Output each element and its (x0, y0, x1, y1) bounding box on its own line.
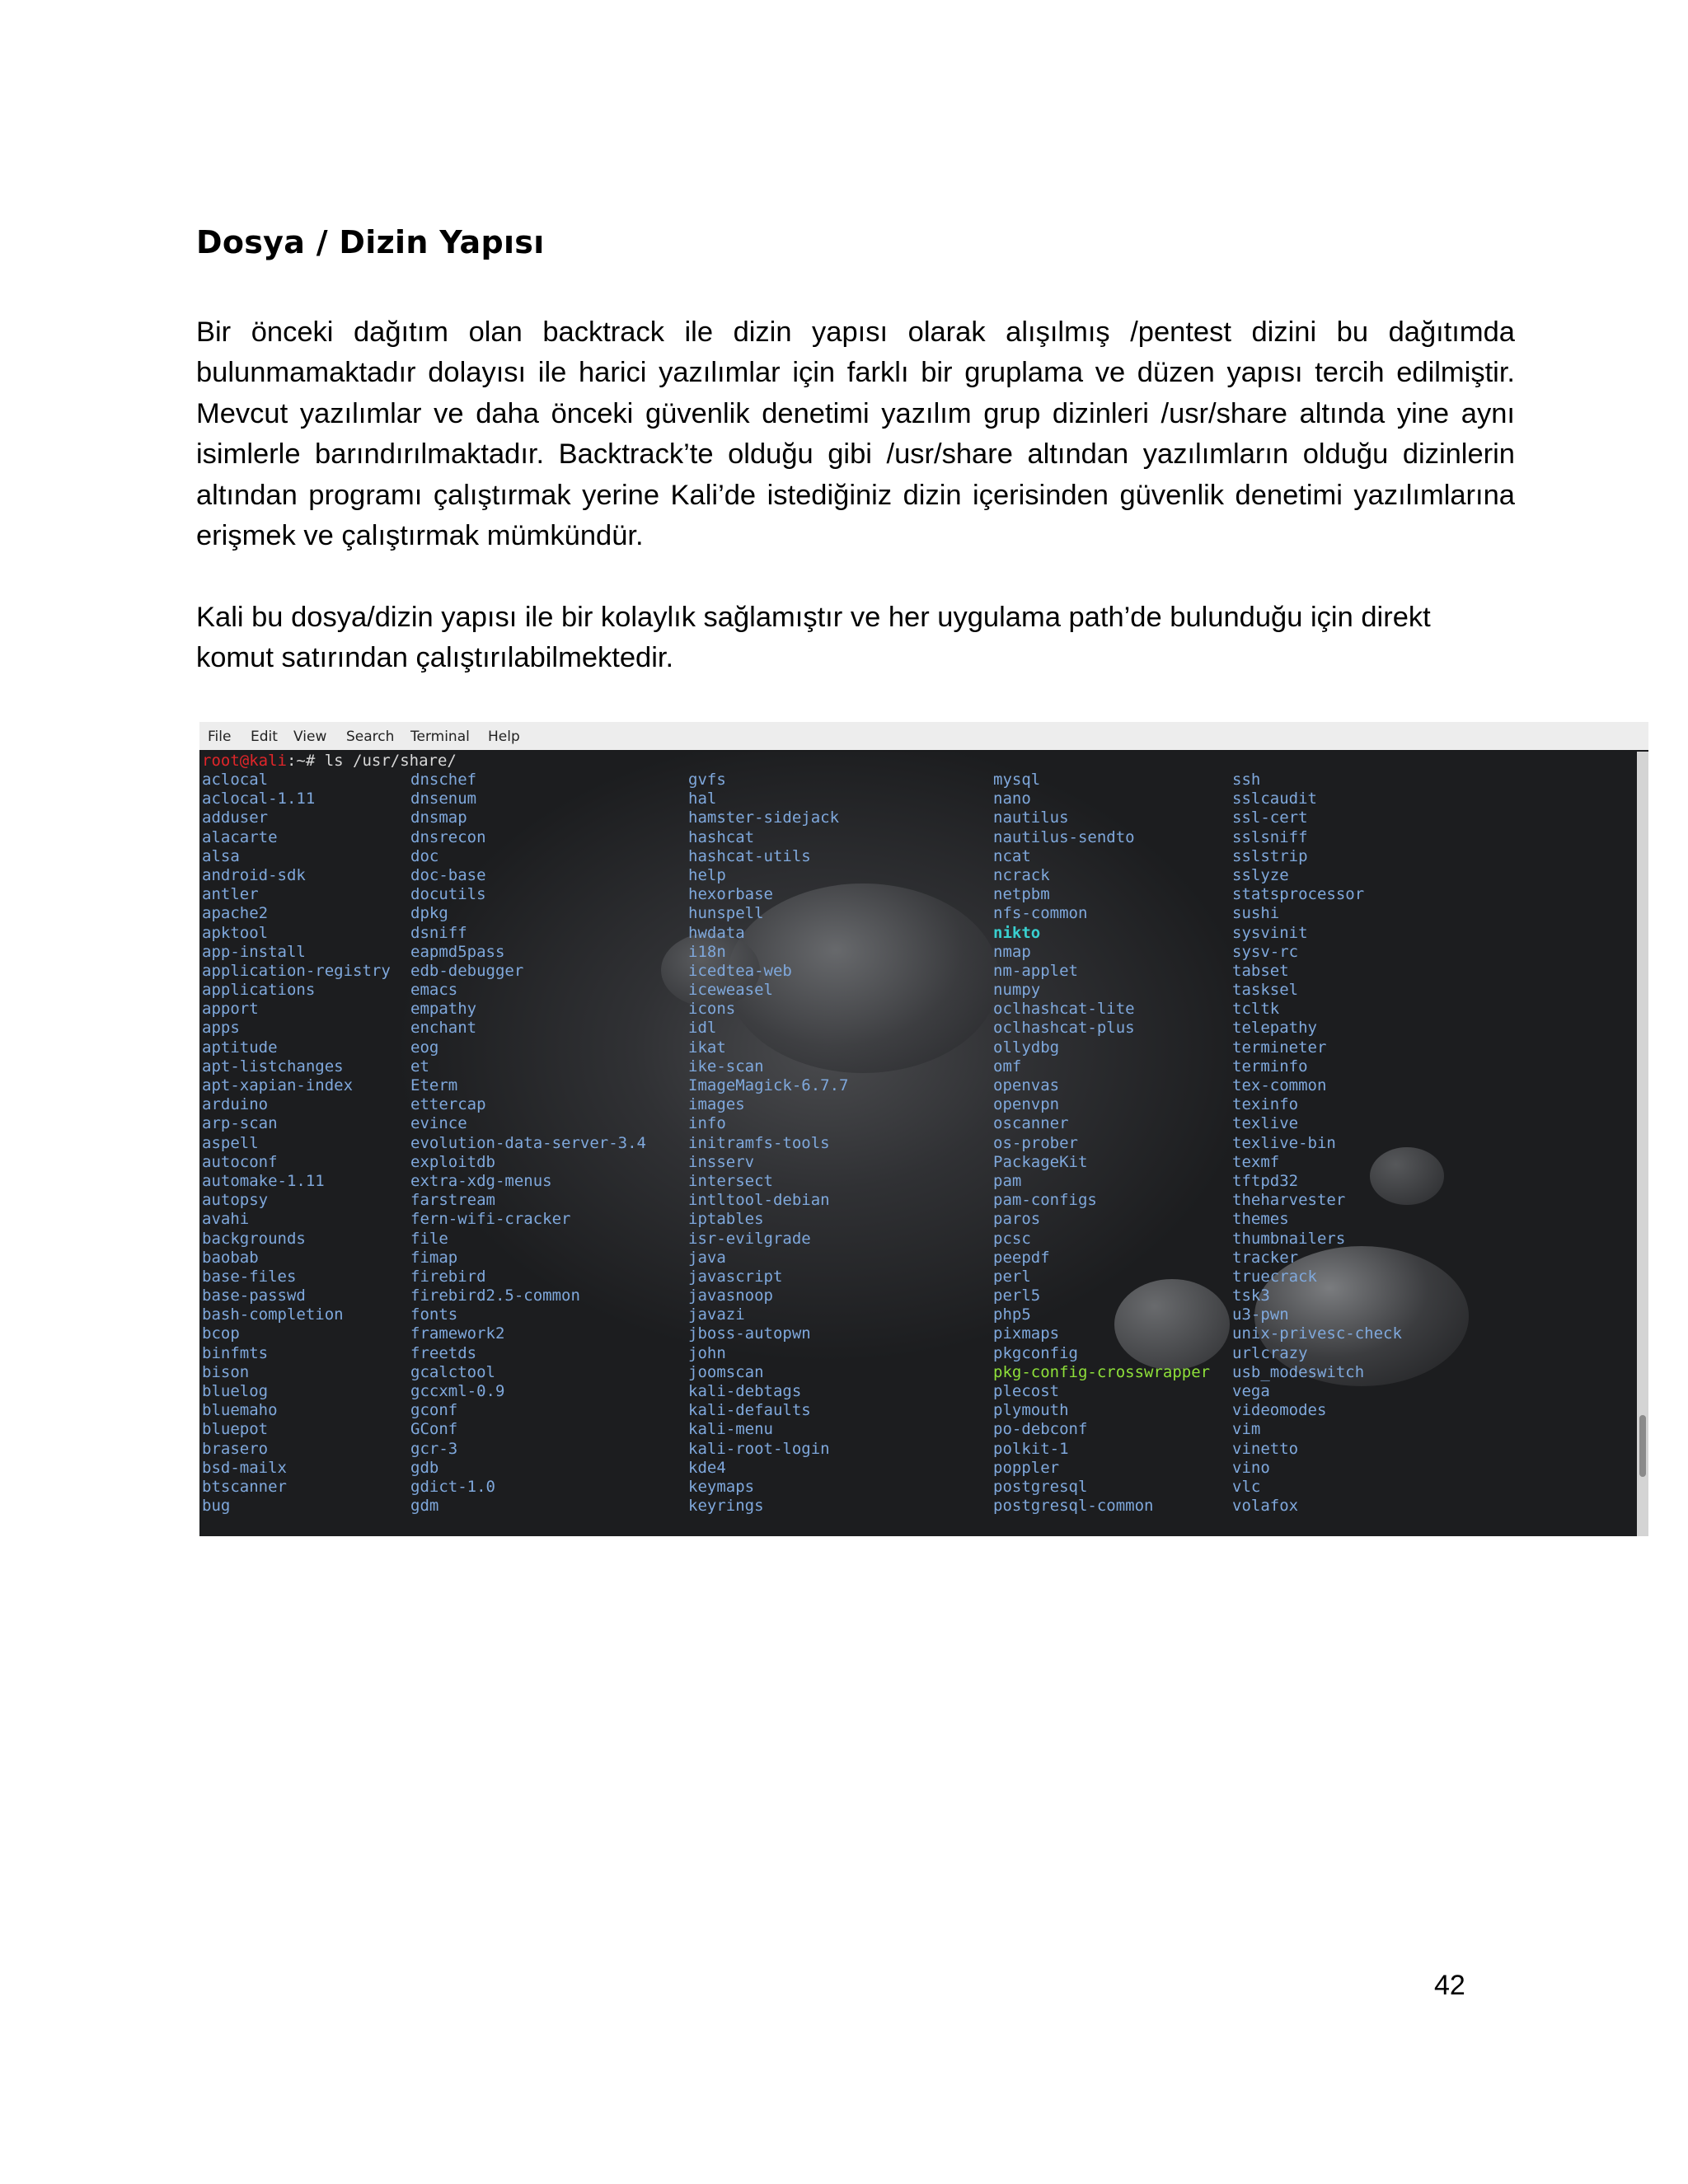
directory-entry: Eterm (410, 1076, 458, 1094)
directory-entry: icons (688, 1000, 736, 1019)
directory-entry: aspell (202, 1133, 259, 1152)
directory-entry: bug (202, 1497, 231, 1516)
directory-entry: intersect (688, 1171, 773, 1190)
directory-entry: empathy (410, 1000, 477, 1019)
directory-entry: ike-scan (688, 1057, 764, 1076)
directory-entry: ncat (993, 846, 1031, 865)
directory-entry: texinfo (1232, 1095, 1299, 1114)
directory-entry: ncrack (993, 865, 1050, 884)
directory-entry: sslcaudit (1232, 790, 1317, 808)
directory-entry: kde4 (688, 1458, 726, 1477)
directory-entry: tcltk (1232, 1000, 1280, 1019)
directory-entry: javascript (688, 1267, 783, 1286)
directory-entry: urlcrazy (1232, 1343, 1308, 1362)
directory-entry: ikat (688, 1038, 726, 1057)
directory-entry: mysql (993, 771, 1041, 789)
directory-entry: apport (202, 1000, 259, 1019)
directory-entry: bcop (202, 1324, 240, 1343)
directory-entry: openvas (993, 1076, 1060, 1094)
directory-entry: help (688, 865, 726, 884)
directory-entry: vinetto (1232, 1439, 1299, 1458)
directory-entry: base-passwd (202, 1286, 306, 1305)
directory-entry: evolution-data-server-3.4 (410, 1133, 646, 1152)
directory-entry: sysvinit (1232, 923, 1308, 942)
directory-entry: hunspell (688, 904, 764, 923)
directory-entry: edb-debugger (410, 961, 524, 980)
directory-entry: framework2 (410, 1324, 505, 1343)
listing-column (202, 771, 391, 1516)
directory-entry: nfs-common (993, 904, 1088, 923)
directory-entry: gconf (410, 1401, 458, 1420)
directory-entry: polkit-1 (993, 1439, 1069, 1458)
directory-entry: autoconf (202, 1152, 278, 1171)
menu-help[interactable]: Help (488, 729, 520, 745)
directory-entry: keyrings (688, 1497, 764, 1516)
directory-entry: tsk3 (1232, 1286, 1270, 1305)
directory-entry: app-install (202, 942, 306, 961)
directory-entry: base-files (202, 1267, 297, 1286)
directory-entry: themes (1232, 1210, 1289, 1229)
directory-entry: tracker (1232, 1248, 1299, 1267)
directory-entry: perl5 (993, 1286, 1041, 1305)
directory-entry: plecost (993, 1382, 1060, 1400)
directory-entry: tex-common (1232, 1076, 1327, 1094)
directory-entry: fern-wifi-cracker (410, 1210, 571, 1229)
terminal-screenshot (199, 722, 1648, 1536)
directory-entry: termineter (1232, 1038, 1327, 1057)
directory-entry: gdict-1.0 (410, 1477, 495, 1496)
directory-entry: nano (993, 790, 1031, 808)
directory-entry: gcalctool (410, 1362, 495, 1381)
terminal-scrollbar[interactable] (1637, 752, 1648, 1536)
directory-entry: javazi (688, 1305, 745, 1324)
directory-entry: arp-scan (202, 1114, 278, 1133)
directory-entry: pkgconfig (993, 1343, 1078, 1362)
terminal-menubar (199, 722, 1648, 750)
directory-entry: automake-1.11 (202, 1171, 325, 1190)
directory-entry: plymouth (993, 1401, 1069, 1420)
directory-entry: PackageKit (993, 1152, 1088, 1171)
directory-entry: dnsrecon (410, 827, 486, 846)
directory-entry: aptitude (202, 1038, 278, 1057)
directory-entry: enchant (410, 1019, 477, 1038)
directory-entry: arduino (202, 1095, 269, 1114)
directory-entry: pkg-config-crosswrapper (993, 1362, 1211, 1381)
directory-entry: volafox (1232, 1497, 1299, 1516)
directory-entry: bluepot (202, 1420, 269, 1439)
directory-entry: gcr-3 (410, 1439, 458, 1458)
directory-entry: brasero (202, 1439, 269, 1458)
directory-entry: pam (993, 1171, 1022, 1190)
directory-entry: apps (202, 1019, 240, 1038)
directory-entry: iceweasel (688, 981, 773, 1000)
directory-entry: po-debconf (993, 1420, 1088, 1439)
directory-entry: sslsniff (1232, 827, 1308, 846)
directory-entry: vlc (1232, 1477, 1261, 1496)
directory-entry: usb_modeswitch (1232, 1362, 1365, 1381)
directory-entry: tftpd32 (1232, 1171, 1299, 1190)
directory-entry: ssl-cert (1232, 808, 1308, 827)
directory-entry: dsniff (410, 923, 467, 942)
directory-entry: ollydbg (993, 1038, 1060, 1057)
directory-entry: aclocal-1.11 (202, 790, 316, 808)
menu-file[interactable]: File (208, 729, 232, 745)
directory-entry: gdb (410, 1458, 439, 1477)
directory-entry: keymaps (688, 1477, 755, 1496)
directory-entry: freetds (410, 1343, 477, 1362)
directory-entry: emacs (410, 981, 458, 1000)
directory-entry: openvpn (993, 1095, 1060, 1114)
directory-entry: apt-xapian-index (202, 1076, 354, 1094)
directory-entry: pam-configs (993, 1191, 1097, 1210)
directory-entry: baobab (202, 1248, 259, 1267)
directory-entry: aclocal (202, 771, 269, 789)
directory-entry: javasnoop (688, 1286, 773, 1305)
directory-entry: oclhashcat-lite (993, 1000, 1135, 1019)
directory-entry: idl (688, 1019, 717, 1038)
directory-entry: tabset (1232, 961, 1289, 980)
menu-edit[interactable]: Edit (251, 729, 278, 745)
directory-entry: firebird (410, 1267, 486, 1286)
directory-entry: intltool-debian (688, 1191, 830, 1210)
terminal-output[interactable] (199, 752, 1637, 1536)
section-heading: Dosya / Dizin Yapısı (196, 224, 545, 260)
directory-entry: apache2 (202, 904, 269, 923)
menu-view[interactable]: View (293, 729, 327, 745)
directory-entry: kali-defaults (688, 1401, 811, 1420)
directory-entry: vino (1232, 1458, 1270, 1477)
directory-entry: alsa (202, 846, 240, 865)
directory-entry: dnsenum (410, 790, 477, 808)
directory-entry: apt-listchanges (202, 1057, 344, 1076)
directory-entry: nmap (993, 942, 1031, 961)
directory-entry: texmf (1232, 1152, 1280, 1171)
directory-entry: info (688, 1114, 726, 1133)
directory-entry: ImageMagick-6.7.7 (688, 1076, 849, 1094)
directory-entry: truecrack (1232, 1267, 1317, 1286)
directory-entry: sslstrip (1232, 846, 1308, 865)
directory-entry: nikto (993, 923, 1041, 942)
scrollbar-thumb[interactable] (1639, 1415, 1646, 1477)
directory-entry: vim (1232, 1420, 1261, 1439)
directory-entry: telepathy (1232, 1019, 1317, 1038)
directory-entry: autopsy (202, 1191, 269, 1210)
directory-entry: os-prober (993, 1133, 1078, 1152)
directory-entry: oclhashcat-plus (993, 1019, 1135, 1038)
directory-entry: netpbm (993, 885, 1050, 904)
directory-entry: john (688, 1343, 726, 1362)
directory-entry: btscanner (202, 1477, 287, 1496)
directory-entry: numpy (993, 981, 1041, 1000)
paragraph-kali: Kali bu dosya/dizin yapısı ile bir kolaylık sağlamıştır ve her uygulama path’de bulunduğu için direkt komut satırından çalıştırılabilmektedir. (196, 602, 1431, 674)
directory-entry: file (410, 1229, 448, 1248)
directory-entry: adduser (202, 808, 269, 827)
directory-entry: theharvester (1232, 1191, 1346, 1210)
directory-entry: avahi (202, 1210, 250, 1229)
directory-entry: ssh (1232, 771, 1261, 789)
directory-entry: java (688, 1248, 726, 1267)
directory-entry: thumbnailers (1232, 1229, 1346, 1248)
directory-entry: backgrounds (202, 1229, 306, 1248)
directory-entry: bash-completion (202, 1305, 344, 1324)
directory-entry: unix-privesc-check (1232, 1324, 1402, 1343)
directory-entry: hwdata (688, 923, 745, 942)
directory-entry: icedtea-web (688, 961, 792, 980)
directory-entry: evince (410, 1114, 467, 1133)
directory-entry: antler (202, 885, 259, 904)
directory-entry: hexorbase (688, 885, 773, 904)
directory-entry: iptables (688, 1210, 764, 1229)
directory-entry: ettercap (410, 1095, 486, 1114)
directory-entry: oscanner (993, 1114, 1069, 1133)
directory-entry: terminfo (1232, 1057, 1308, 1076)
directory-entry: hashcat-utils (688, 846, 811, 865)
directory-entry: texlive-bin (1232, 1133, 1336, 1152)
prompt-user: root@kali (202, 752, 287, 770)
directory-entry: dpkg (410, 904, 448, 923)
directory-entry: hal (688, 790, 717, 808)
directory-entry: texlive (1232, 1114, 1299, 1133)
menu-terminal[interactable]: Terminal (410, 729, 470, 745)
directory-entry: kali-debtags (688, 1382, 802, 1400)
directory-entry: binfmts (202, 1343, 269, 1362)
directory-entry: php5 (993, 1305, 1031, 1324)
directory-entry: vega (1232, 1382, 1270, 1400)
directory-entry: postgresql (993, 1477, 1088, 1496)
directory-entry: postgresql-common (993, 1497, 1154, 1516)
directory-entry: jboss-autopwn (688, 1324, 811, 1343)
directory-entry: videomodes (1232, 1401, 1327, 1420)
menu-search[interactable]: Search (346, 729, 395, 745)
directory-entry: gccxml-0.9 (410, 1382, 505, 1400)
directory-entry: extra-xdg-menus (410, 1171, 552, 1190)
directory-entry: sslyze (1232, 865, 1289, 884)
directory-entry: gvfs (688, 771, 726, 789)
listing-column (410, 771, 646, 1516)
directory-entry: android-sdk (202, 865, 306, 884)
directory-entry: eog (410, 1038, 439, 1057)
directory-entry: insserv (688, 1152, 755, 1171)
directory-entry: gdm (410, 1497, 439, 1516)
directory-entry: kali-menu (688, 1420, 773, 1439)
directory-entry: apktool (202, 923, 269, 942)
shell-prompt (202, 752, 457, 771)
directory-entry: nm-applet (993, 961, 1078, 980)
directory-entry: GConf (410, 1420, 458, 1439)
directory-entry: kali-root-login (688, 1439, 830, 1458)
directory-entry: pixmaps (993, 1324, 1060, 1343)
directory-entry: exploitdb (410, 1152, 495, 1171)
directory-entry: initramfs-tools (688, 1133, 830, 1152)
directory-entry: sushi (1232, 904, 1280, 923)
directory-entry: hamster-sidejack (688, 808, 840, 827)
directory-entry: farstream (410, 1191, 495, 1210)
directory-entry: images (688, 1095, 745, 1114)
directory-entry: bsd-mailx (202, 1458, 287, 1477)
directory-entry: bluemaho (202, 1401, 278, 1420)
directory-entry: perl (993, 1267, 1031, 1286)
directory-entry: u3-pwn (1232, 1305, 1289, 1324)
directory-entry: hashcat (688, 827, 755, 846)
directory-entry: omf (993, 1057, 1022, 1076)
directory-entry: dnschef (410, 771, 477, 789)
directory-entry: nautilus-sendto (993, 827, 1135, 846)
directory-entry: tasksel (1232, 981, 1299, 1000)
listing-column (993, 771, 1210, 1516)
page-number: 42 (1434, 1970, 1465, 2001)
directory-entry: bluelog (202, 1382, 269, 1400)
directory-entry: doc-base (410, 865, 486, 884)
directory-entry: joomscan (688, 1362, 764, 1381)
directory-entry: isr-evilgrade (688, 1229, 811, 1248)
directory-entry: application-registry (202, 961, 391, 980)
directory-entry: doc (410, 846, 439, 865)
listing-column (688, 771, 848, 1516)
listing-column (1232, 771, 1402, 1516)
directory-entry: docutils (410, 885, 486, 904)
directory-entry: alacarte (202, 827, 278, 846)
paragraph-intro: Bir önceki dağıtım olan backtrack ile dizin yapısı olarak alışılmış /pentest dizini bu dağıtımda bulunmamaktadır dolayısı ile harici yazılımlar için farklı bir gruplama ve düzen yapısı tercih edilmiştir. Mevcut yazılımlar ve daha önceki güvenlik denetimi yazılım grup dizinleri /usr/share altında yine aynı isimlerle barındırılmaktadır. Backtrack’te olduğu gibi /usr/share altından yazılımların olduğu dizinlerin altından programı çalıştırmak yerine Kali’de istediğiniz dizin içerisinden güvenlik denetimi yazılımlarına erişmek ve çalıştırmak mümkündür. (196, 316, 1515, 552)
directory-entry: statsprocessor (1232, 885, 1365, 904)
directory-entry: fimap (410, 1248, 458, 1267)
directory-entry: nautilus (993, 808, 1069, 827)
directory-entry: fonts (410, 1305, 458, 1324)
directory-entry: i18n (688, 942, 726, 961)
directory-entry: peepdf (993, 1248, 1050, 1267)
directory-entry: sysv-rc (1232, 942, 1299, 961)
directory-entry: firebird2.5-common (410, 1286, 580, 1305)
directory-entry: applications (202, 981, 316, 1000)
directory-entry: pcsc (993, 1229, 1031, 1248)
directory-entry: et (410, 1057, 429, 1076)
directory-entry: paros (993, 1210, 1041, 1229)
directory-entry: dnsmap (410, 808, 467, 827)
directory-entry: eapmd5pass (410, 942, 505, 961)
directory-entry: bison (202, 1362, 250, 1381)
directory-entry: poppler (993, 1458, 1060, 1477)
prompt-command: :~# ls /usr/share/ (286, 752, 457, 770)
